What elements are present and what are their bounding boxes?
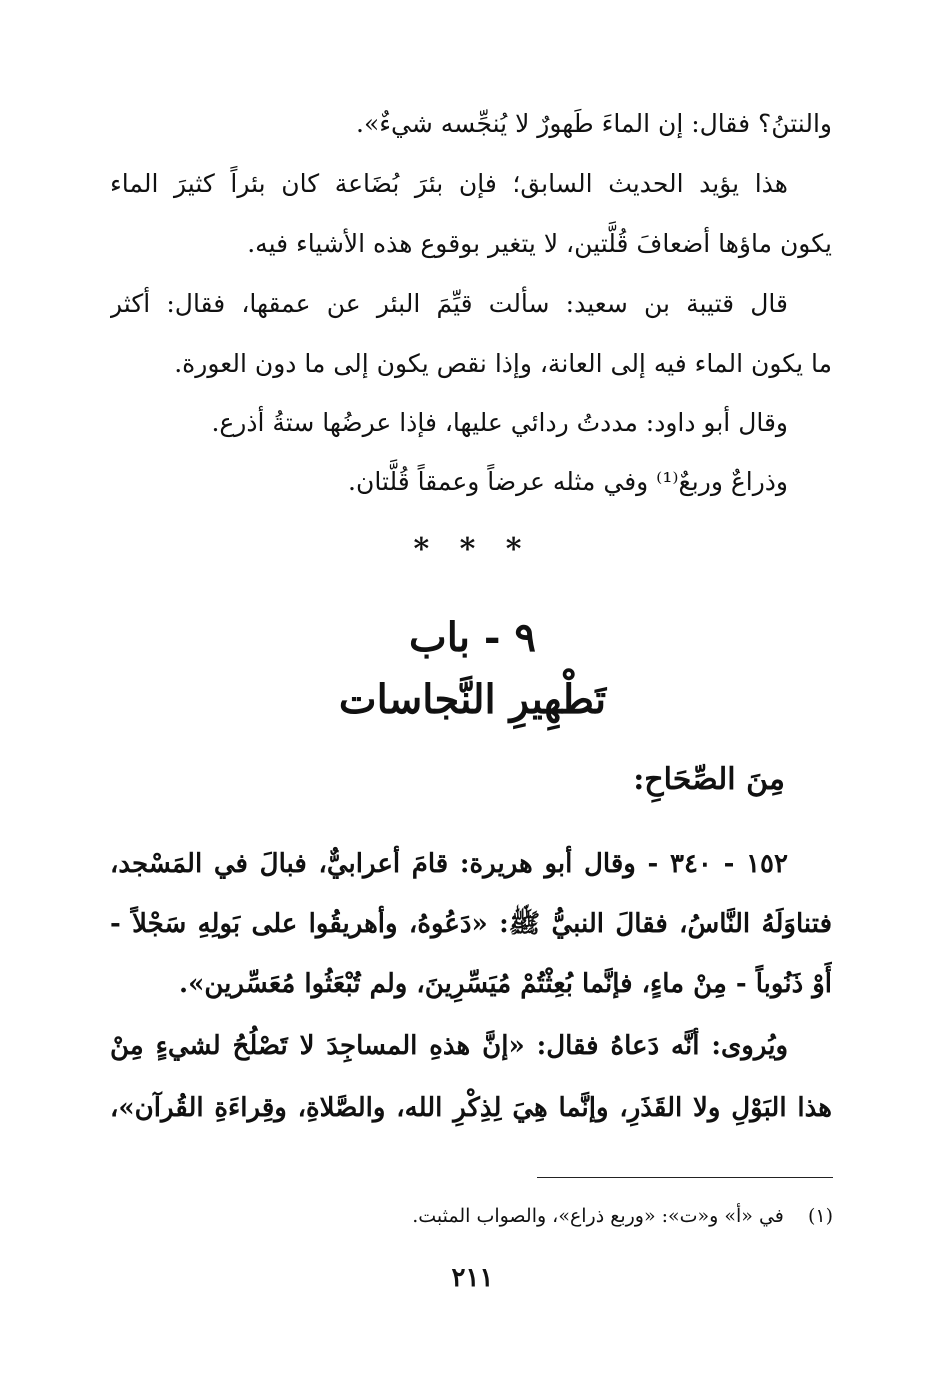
hadith-line-1: ١٥٢ - ٣٤٠ - وقال أبو هريرة: قامَ أعرابيٌّ، فبالَ في المَسْجد، [110, 849, 788, 879]
hadith-line-4: ويُروى: أنَّه دَعاهُ فقال: «إنَّ هذهِ المساجِدَ لا تَصْلُحُ لشيءٍ مِنْ [110, 1031, 788, 1061]
footnote-text: في «أ» و«ت»: «وربع ذراع»، والصواب المثبت. [412, 1205, 784, 1227]
hadith-line-2: فتناوَلَهُ النَّاسُ، فقالَ النبيُّ ﷺ: «دَعُوهُ، وأهريقُوا على بَولِهِ سَجْلاً - [110, 909, 832, 939]
hadith-line-3: أَوْ ذَنُوباً - مِنْ ماءٍ، فإنَّما بُعِثْتُمْ مُيَسِّرِينَ، ولم تُبْعَثُوا مُعَسِّرين». [179, 969, 832, 999]
section-separator: * * * [413, 532, 532, 567]
text-line-7: وذراعٌ وربعٌ⁽¹⁾ وفي مثله عرضاً وعمقاً قُلَّتان. [348, 467, 788, 496]
text-line-4: قال قتيبة بن سعيد: سألت قيِّمَ البئر عن عمقها، فقال: أكثر [110, 289, 788, 318]
text-line-2: هذا يؤيد الحديث السابق؛ فإن بئرَ بُضَاعة كان بئراً كثيرَ الماء [110, 169, 788, 198]
text-line-6: وقال أبو داود: مددتُ ردائي عليها، فإذا عرضُها ستةُ أذرع. [211, 408, 788, 437]
section-label: مِنَ الصِّحَاحِ: [633, 762, 785, 797]
chapter-number: ٩ - باب [409, 614, 536, 661]
footnote [412, 1196, 833, 1236]
text-line-1: والنتنُ؟ فقال: إن الماءَ طَهورٌ لا يُنجِّسه شيءٌ». [356, 109, 832, 138]
text-line-3: يكون ماؤها أضعافَ قُلَّتين، لا يتغير بوقوع هذه الأشياء فيه. [247, 229, 832, 258]
footnote-divider [537, 1177, 833, 1178]
hadith-line-5: هذا البَوْلِ ولا القَذَرِ، وإنَّما هِيَ لِذِكْرِ الله، والصَّلاةِ، وقِراءَةِ القُرآن»، [110, 1093, 832, 1123]
text-line-5: ما يكون الماء فيه إلى العانة، وإذا نقص يكون إلى ما دون العورة. [174, 349, 832, 378]
chapter-title: تَطْهِيرِ النَّجاسات [338, 676, 607, 723]
footnote-number: (١) [807, 1205, 833, 1227]
page-number: ٢١١ [451, 1263, 494, 1293]
